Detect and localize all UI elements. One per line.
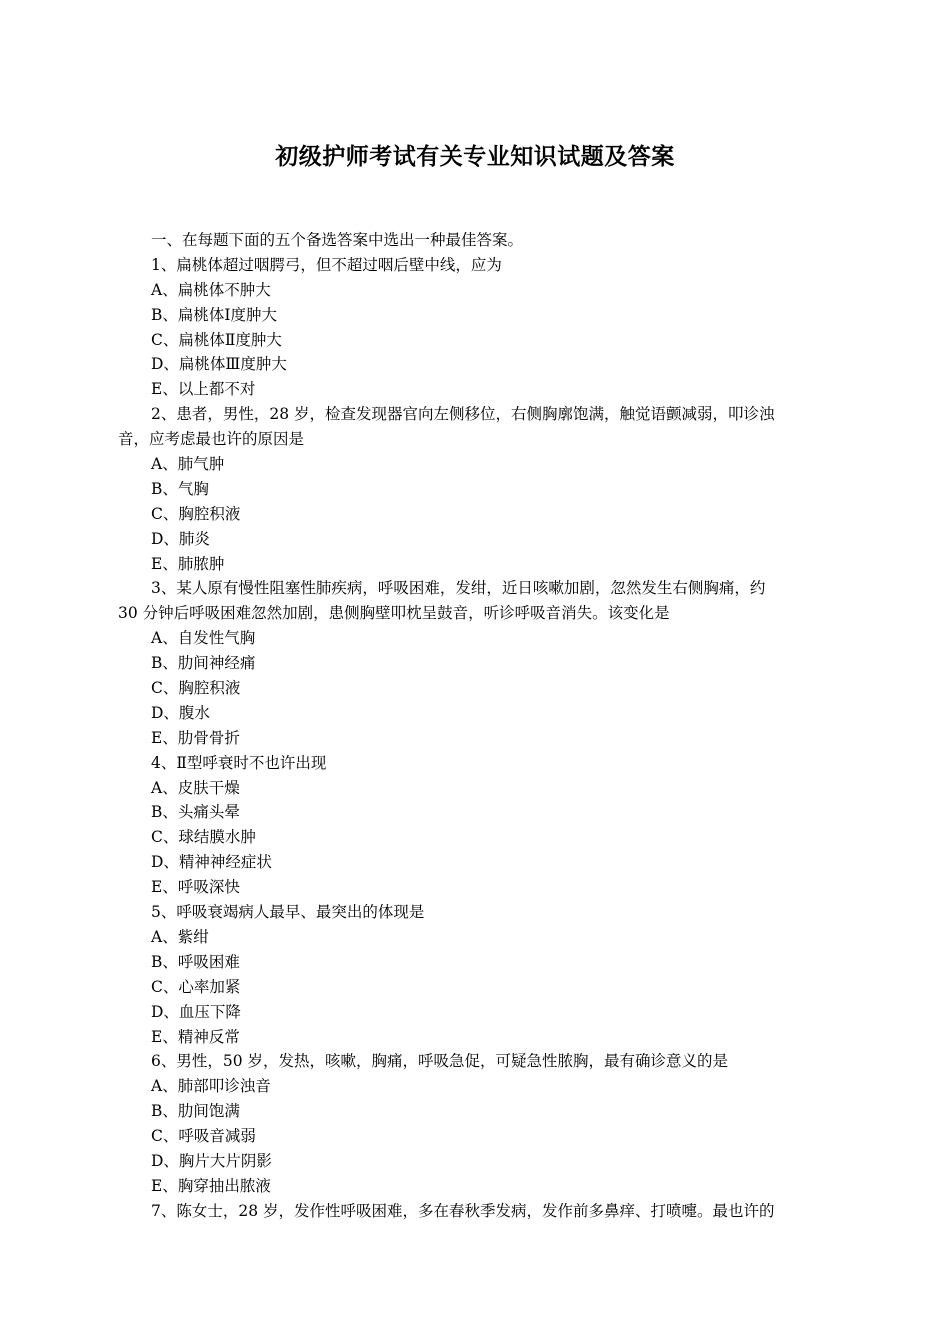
question-stem: 音，应考虑最也许的原因是 (118, 430, 305, 449)
question-stem: 4、Ⅱ型呼衰时不也许出现 (151, 753, 327, 772)
answer-option: E、呼吸深快 (151, 878, 240, 897)
answer-option: D、血压下降 (151, 1002, 241, 1021)
answer-option: A、自发性气胸 (151, 629, 256, 648)
answer-option: C、胸腔积液 (151, 679, 241, 698)
answer-option: E、以上都不对 (151, 380, 256, 399)
answer-option: C、扁桃体Ⅱ度肿大 (151, 330, 282, 349)
answer-option: C、心率加紧 (151, 977, 241, 996)
answer-option: D、胸片大片阴影 (151, 1151, 272, 1170)
question-stem: 30 分钟后呼吸困难忽然加剧，患侧胸壁叩枕呈鼓音，听诊呼吸音消失。该变化是 (118, 604, 670, 623)
question-stem: 2、患者，男性，28 岁，检查发现器官向左侧移位，右侧胸廓饱满，触觉语颤减弱，叩诊浊 (151, 405, 775, 424)
answer-option: A、紫绀 (151, 927, 209, 946)
answer-option: E、肋骨骨折 (151, 728, 240, 747)
answer-option: B、肋间神经痛 (151, 654, 256, 673)
answer-option: D、扁桃体Ⅲ度肿大 (151, 355, 287, 374)
answer-option: A、肺部叩诊浊音 (151, 1077, 271, 1096)
question-stem: 6、男性，50 岁，发热，咳嗽，胸痛，呼吸急促，可疑急性脓胸，最有确诊意义的是 (151, 1052, 729, 1071)
question-stem: 7、陈女士，28 岁，发作性呼吸困难，多在春秋季发病，发作前多鼻痒、打喷嚏。最也许的 (151, 1201, 775, 1220)
answer-option: D、肺炎 (151, 529, 210, 548)
answer-option: D、腹水 (151, 703, 210, 722)
question-stem: 3、某人原有慢性阻塞性肺疾病，呼吸困难，发绀，近日咳嗽加剧，忽然发生右侧胸痛，约 (151, 579, 766, 598)
answer-option: D、精神神经症状 (151, 853, 272, 872)
answer-option: E、精神反常 (151, 1027, 240, 1046)
question-stem: 5、呼吸衰竭病人最早、最突出的体现是 (151, 903, 425, 922)
answer-option: E、胸穿抽出脓液 (151, 1176, 271, 1195)
document-title: 初级护师考试有关专业知识试题及答案 (275, 143, 675, 170)
answer-option: B、扁桃体Ⅰ度肿大 (151, 305, 278, 324)
answer-option: A、肺气肿 (151, 455, 225, 474)
section-instruction: 一、在每题下面的五个备选答案中选出一种最佳答案。 (151, 231, 524, 249)
answer-option: E、肺脓肿 (151, 554, 225, 573)
answer-option: C、胸腔积液 (151, 504, 241, 523)
answer-option: B、头痛头晕 (151, 803, 240, 822)
answer-option: A、皮肤干燥 (151, 778, 240, 797)
answer-option: C、球结膜水肿 (151, 828, 256, 847)
answer-option: C、呼吸音减弱 (151, 1127, 256, 1146)
answer-option: B、气胸 (151, 479, 209, 498)
answer-option: B、肋间饱满 (151, 1102, 240, 1121)
document-body (118, 228, 830, 1224)
answer-option: B、呼吸困难 (151, 952, 240, 971)
question-stem: 1、扁桃体超过咽腭弓，但不超过咽后壁中线，应为 (151, 255, 502, 274)
answer-option: A、扁桃体不肿大 (151, 280, 271, 299)
